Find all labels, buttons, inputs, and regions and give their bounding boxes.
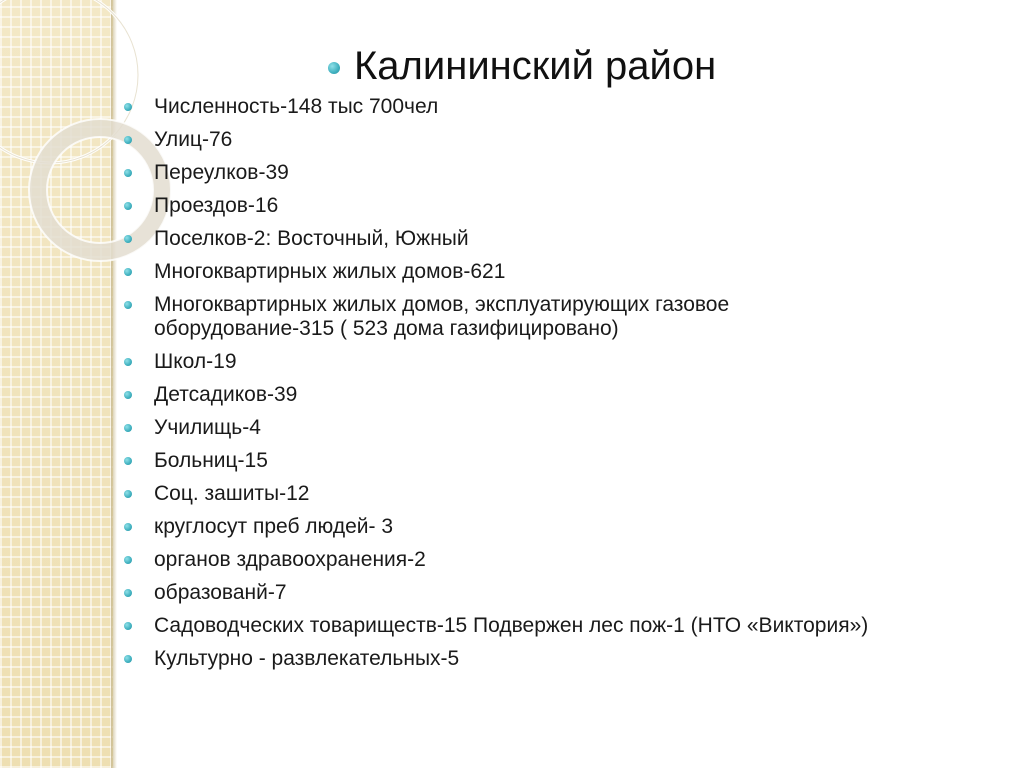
- bullet-icon: [124, 424, 132, 432]
- list-item-text: Многоквартирных жилых домов-621: [154, 260, 506, 283]
- bullet-icon: [124, 169, 132, 177]
- list-item: [122, 383, 892, 407]
- list-item: [122, 614, 892, 638]
- bullet-icon: [124, 358, 132, 366]
- decorative-side-band: [0, 0, 113, 768]
- bullet-icon: [124, 589, 132, 597]
- bullet-icon: [124, 235, 132, 243]
- list-item-text: Численность-148 тыс 700чел: [154, 95, 439, 118]
- list-item-text: Культурно - развлекательных-5: [154, 647, 460, 670]
- list-item: [122, 128, 892, 152]
- list-item: [122, 293, 892, 341]
- list-item-text: Многоквартирных жилых домов, эксплуатирующих газовое оборудование-315 ( 523 дома газифицировано): [154, 293, 730, 340]
- list-item: [122, 260, 892, 284]
- slide-title: Калининский район: [354, 44, 717, 88]
- list-item: [122, 449, 892, 473]
- list-item: [122, 95, 892, 119]
- list-item: [122, 350, 892, 374]
- list-item: [122, 515, 892, 539]
- list-item: [122, 416, 892, 440]
- list-item-text: Училищь-4: [154, 416, 261, 439]
- list-item: [122, 161, 892, 185]
- list-item-text: Соц. зашиты-12: [154, 482, 310, 505]
- bullet-list: [122, 95, 892, 680]
- list-item: [122, 581, 892, 605]
- title-bullet-icon: [328, 62, 340, 74]
- list-item: [122, 548, 892, 572]
- list-item: [122, 482, 892, 506]
- list-item-text: круглосут преб людей- 3: [154, 515, 394, 538]
- bullet-icon: [124, 523, 132, 531]
- list-item: [122, 227, 892, 251]
- bullet-icon: [124, 556, 132, 564]
- list-item-text: Поселков-2: Восточный, Южный: [154, 227, 469, 250]
- list-item-text: органов здравоохранения-2: [154, 548, 426, 571]
- list-item-text: Улиц-76: [154, 128, 233, 151]
- bullet-icon: [124, 391, 132, 399]
- bullet-icon: [124, 202, 132, 210]
- bullet-icon: [124, 268, 132, 276]
- title-row: [328, 40, 716, 92]
- bullet-icon: [124, 136, 132, 144]
- list-item-text: Школ-19: [154, 350, 237, 373]
- list-item-text: Садоводческих товариществ-15 Подвержен лес пож-1 (НТО «Виктория»): [154, 614, 869, 637]
- bullet-icon: [124, 301, 132, 309]
- bullet-icon: [124, 103, 132, 111]
- list-item-text: Детсадиков-39: [154, 383, 298, 406]
- list-item-text: образованй-7: [154, 581, 287, 604]
- side-band-edge: [111, 0, 117, 768]
- list-item-text: Больниц-15: [154, 449, 268, 472]
- bullet-icon: [124, 655, 132, 663]
- bullet-icon: [124, 490, 132, 498]
- list-item-text: Переулков-39: [154, 161, 289, 184]
- bullet-icon: [124, 622, 132, 630]
- list-item-text: Проездов-16: [154, 194, 279, 217]
- list-item: [122, 194, 892, 218]
- bullet-icon: [124, 457, 132, 465]
- list-item: [122, 647, 892, 671]
